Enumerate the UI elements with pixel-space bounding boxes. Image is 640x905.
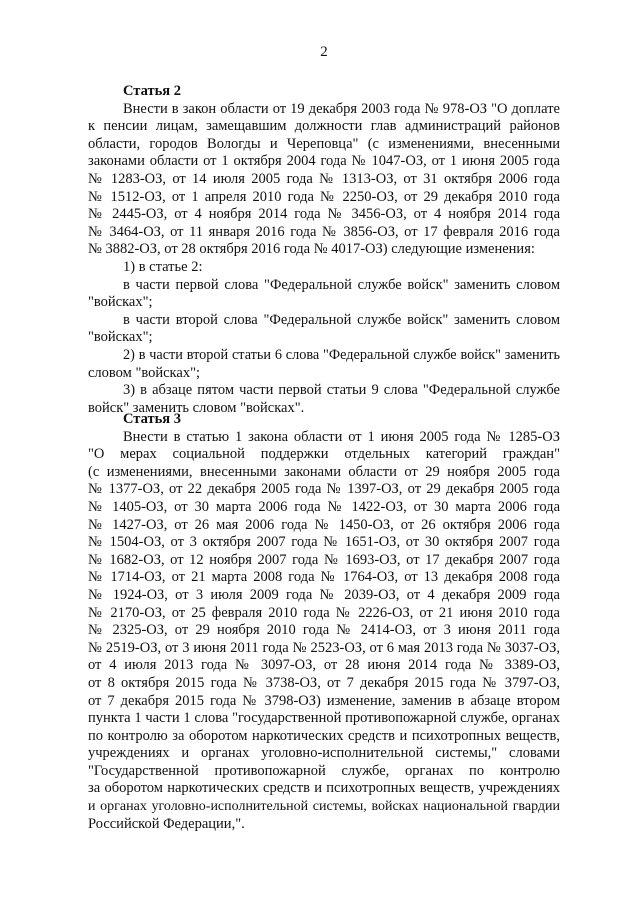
article2-line: 3) в абзаце пятом части первой статьи 9 слова "Федеральной службе	[123, 382, 560, 399]
article2-line: 2) в части второй статьи 6 слова "Федеральной службе войск" заменить	[123, 346, 560, 363]
article-2	[88, 83, 560, 417]
article3-line: от 8 октября 2015 года № 3738-ОЗ, от 7 декабря 2015 года № 3797-ОЗ,	[88, 674, 560, 691]
article2-line: словом "войсках";	[88, 364, 201, 381]
article3-line: № 1405-ОЗ, от 30 марта 2006 года № 1422-ОЗ, от 30 марта 2006 года	[88, 498, 560, 515]
article3-line: "О мерах социальной поддержки отдельных категорий граждан"	[88, 446, 560, 463]
article3-line: № 1504-ОЗ, от 3 октября 2007 года № 1651-ОЗ, от 30 октября 2007 года	[88, 534, 560, 551]
article-3	[88, 411, 560, 833]
article-2-title: Статья 2	[123, 83, 181, 99]
article3-line: и органах уголовно-исполнительной системы, войсках национальной гвардии	[88, 799, 560, 815]
article2-line: № 3882-ОЗ, от 28 октября 2016 года № 4017-ОЗ) следующие изменения:	[88, 241, 535, 258]
article2-line: войск" заменить словом "войсках".	[88, 399, 305, 416]
article3-line: № 1714-ОЗ, от 21 марта 2008 года № 1764-ОЗ, от 13 декабря 2008 года	[88, 569, 560, 586]
article3-line: № 1377-ОЗ, от 22 декабря 2005 года № 1397-ОЗ, от 29 декабря 2005 года	[88, 481, 560, 498]
article3-line: от 4 июля 2013 года № 3097-ОЗ, от 28 июня 2014 года № 3389-ОЗ,	[88, 657, 560, 674]
article2-line: № 1512-ОЗ, от 1 апреля 2010 года № 2250-ОЗ, от 29 декабря 2010 года	[88, 188, 560, 205]
article2-line: № 3464-ОЗ, от 11 января 2016 года № 3856-ОЗ, от 17 февраля 2016 года	[88, 223, 560, 240]
article3-line: за оборотом наркотических средств и психотропных веществ, учреждениях	[88, 780, 560, 797]
article2-line: "войсках";	[88, 294, 153, 311]
article2-line: в части первой слова "Федеральной службе войск" заменить словом	[123, 276, 560, 293]
article2-line: к пенсии лицам, замещавшим должности глав администраций районов	[88, 118, 560, 135]
article3-line: № 2519-ОЗ, от 3 июня 2011 года № 2523-ОЗ, от 6 мая 2013 года № 3037-ОЗ,	[88, 639, 560, 656]
article-3-title: Статья 3	[123, 411, 181, 427]
article3-line: № 2170-ОЗ, от 25 февраля 2010 года № 2226-ОЗ, от 21 июня 2010 года	[88, 604, 560, 621]
article3-line: "Государственной противопожарной службе, органах по контролю	[88, 762, 560, 779]
article3-line: № 2325-ОЗ, от 29 ноября 2010 года № 2414-ОЗ, от 3 июня 2011 года	[88, 622, 560, 639]
article3-line: (с изменениями, внесенными законами области от 29 ноября 2005 года	[88, 463, 560, 480]
article2-line: 1) в статье 2:	[123, 258, 203, 275]
article3-line: пункта 1 части 1 слова "государственной противопожарной службе, органах	[88, 710, 560, 727]
article3-line: № 1427-ОЗ, от 26 мая 2006 года № 1450-ОЗ, от 26 октября 2006 года	[88, 516, 560, 533]
article2-line: в части второй слова "Федеральной службе войск" заменить словом	[123, 311, 560, 328]
article3-line: № 1682-ОЗ, от 12 ноября 2007 года № 1693-ОЗ, от 17 декабря 2007 года	[88, 551, 560, 568]
article-2-body	[88, 101, 560, 418]
page-number: 2	[320, 44, 328, 60]
article2-line: Внести в закон области от 19 декабря 2003 года № 978-ОЗ "О доплате	[123, 100, 560, 117]
article2-line: законами области от 1 октября 2004 года № 1047-ОЗ, от 1 июня 2005 года	[88, 153, 560, 170]
article3-line: № 1924-ОЗ, от 3 июля 2009 года № 2039-ОЗ, от 4 декабря 2009 года	[88, 586, 560, 603]
article3-line: от 7 декабря 2015 года № 3798-ОЗ) изменение, заменив в абзаце втором	[88, 692, 560, 709]
article-3-body	[88, 429, 560, 834]
article2-line: области, городов Вологды и Череповца" (с изменениями, внесенными	[88, 135, 560, 152]
article3-line: Внести в статью 1 закона области от 1 июня 2005 года № 1285-ОЗ	[123, 428, 560, 445]
article2-line: № 1283-ОЗ, от 14 июля 2005 года № 1313-ОЗ, от 31 октября 2006 года	[88, 170, 560, 187]
article2-line: № 2445-ОЗ, от 4 ноября 2014 года № 3456-ОЗ, от 4 ноября 2014 года	[88, 206, 560, 223]
article2-line: "войсках";	[88, 329, 153, 346]
article3-line: по контролю за оборотом наркотических средств и психотропных веществ,	[88, 727, 560, 744]
article3-line: учреждениях и органах уголовно-исполнительной системы," словами	[88, 745, 560, 762]
article3-line: Российской Федерации,".	[88, 815, 245, 832]
